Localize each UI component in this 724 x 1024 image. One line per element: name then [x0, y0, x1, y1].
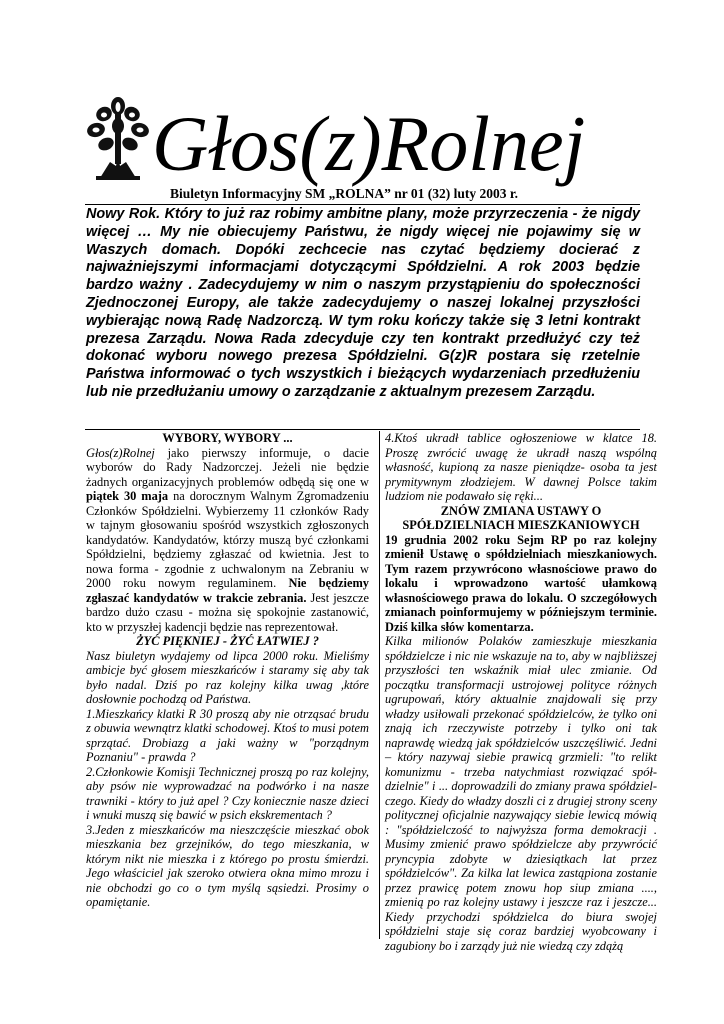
left-column — [86, 431, 369, 910]
law-heading: ZNÓW ZMIANA USTAWY O SPÓŁDZIELNIACH MIESZKANIOWYCH — [402, 503, 640, 532]
tree-logo-icon — [82, 96, 154, 182]
column-divider — [379, 431, 380, 939]
bulletin-subtitle: Biuletyn Informacyjny SM „ROLNA” nr 01 (32) luty 2003 r. — [170, 186, 519, 201]
elections-heading: WYBORY, WYBORY ... — [162, 431, 293, 445]
elections-notice: Nie będziemy zgłaszać kandydatów w trakcie zebrania. — [86, 576, 369, 605]
beautiful-intro: Nasz biuletyn wydajemy od lipca 2000 roku. Mieliśmy ambicje być głosem mieszkańców i staramy się aby tak było nadal. Dziś po raz kolejny kilka uwag ,które dosłownie pochodzą od Państwa. — [86, 648, 369, 706]
elections-paragraph: Głos(z)Rolnej jako pierwszy informuje, o dacie wyborów do Rady Nadzorczej. Jeżeli nie będzie żadnych organizacyjnych problemów odbędą się one w piątek 30 maja na dorocznym Walnym Zgromadzeniu Członków Spółdzielni. Wybierzemy 11 członków Rady w tajnym głosowaniu spośród wszystkich zgłoszonych kandydatów. Kandydatów, którzy muszą być członkami Spółdzielni, będziemy zgłaszać od kwietnia. Jest to nowa forma - zgodnie z uchwalonym na Zebraniu w 2000 roku nowym regulaminem. Nie będziemy zgłaszać kandydatów w trakcie zebrania. Jest jeszcze bardzo dużo czasu - można się spokojnie zastanowić, kto w przyszłej kadencji będzie nas reprezentował. — [86, 445, 369, 634]
list-item: 4.Ktoś ukradł tablice ogłoszeniowe w klatce 18. Proszę zwrócić uwagę że ukradł naszą wspólną własność, kupioną za nasze pieniądze- osoba ta jest prymitywnym złodziejem. W dawnej Polsce takim ludziom nie podawało się ręki... — [385, 431, 657, 503]
beautiful-heading: ŻYĆ PIĘKNIEJ - ŻYĆ ŁATWIEJ ? — [136, 634, 319, 648]
lead-paragraph: Nowy Rok. Który to już raz robimy ambitne plany, może przyrzeczenia - że nigdy więcej … My nie obiecujemy Państwu, że nigdy więcej nie pojawimy się w Waszych domach. Dopóki zechcecie nas czytać będziemy docierać z najważniejszymi informacjami dotyczącymi Spółdzielni. A rok 2003 będzie bardzo ważny . Zadecydujemy w nim o naszym przystąpieniu do społeczności Zjednoczonej Europy, ale także zadecydujemy o naszej lokalnej przyszłości wybierając nową Radę Nadzorczą. W tym roku kończy także się 3 letni kontrakt prezesa Zarządu. Nowa Rada zdecyduje czy ten kontrakt przedłużyć czy też dokonać wyboru nowego prezesa Spółdzielni. G(z)R postara się rzetelnie Państwa informować o tych wszystkich i bieżących wydarzeniach przedłużeniu lub nie przedłużaniu umowy o zarządzanie z aktualnym prezesem Zarządu. — [86, 206, 640, 400]
lead-rule — [85, 429, 640, 430]
masthead-title: Głos(z)Rolnej — [152, 100, 586, 187]
law-intro: 19 grudnia 2002 roku Sejm RP po raz kolejny zmienił Ustawę o spółdzielniach mieszkaniowych. Tym razem przywrócono własnościowe prawo do lokalu i wprowadzono wartość ułamkową własnościowego prawa do lokalu. O szczegółowych zmianach poinformujemy w późniejszym terminie. Dziś kilka słów komentarza. — [385, 532, 657, 634]
election-date: piątek 30 maja — [86, 489, 169, 503]
masthead-rule — [85, 204, 640, 205]
list-item: 2.Członkowie Komisji Technicznej proszą po raz kolejny, aby psów nie wyprowadzać na podwórko i na nasze trawniki - który to już apel ? Czy koniecznie nasze dzieci i wnuki muszą się bawić w psich ekskrementach ? — [86, 764, 369, 822]
right-column — [385, 431, 657, 953]
law-body: Kilka milionów Polaków zamieszkuje mieszkania spółdzielcze i nic nie wskazuje na to, aby w najbliższej przyszłości ten wskaźnik miał ulec zmianie. Od początku transformacji ustrojowej polityce różnych ugrupowań, który aktualnie znajdowali się przy władzy usiłowali przekonać spółdzielców, że tylko oni znają ich rzeczywiste potrzeby i tylko oni tak naprawdę wiedzą jak spółdzielców uszczęśliwić. Jedni – który nazywaj siebie prawicą grzmieli: "to relikt komunizmu - trzeba natychmiast rozwiązać spół-dzielnie" i ... doprowadzili do zmiany prawa spółdziel-czego. Kiedy do władzy doszli ci z drugiej strony sceny politycznej oficjalnie nazywający siebie lewicą mówią : "spółdzielczość to najwyższa forma demokracji . Musimy zmienić prawo spółdzielcze aby przywrócić pryncypia zdobyte w dziesiątkach lat przez spółdzielców". Za kilka lat lewica zastąpiona zostanie przez prawicę potem znowu hop siup zmiana ...., zmienią po raz kolejny ustawy i jeszcze raz i jeszcze... Kiedy przychodzi spółdzielca do biura swojej spółdzielni staje się coraz bardziej wyobcowany i zagubiony bo i zarządy już nie wiedzą czy zdążą — [385, 634, 657, 953]
list-item: 1.Mieszkańcy klatki R 30 proszą aby nie otrząsać brudu z obuwia wewnątrz klatki schodowej. Ktoś to musi potem sprzątać. Drobiazg a jaki ważny w "porządnym Poznaniu" - prawda ? — [86, 706, 369, 764]
list-item: 3.Jeden z mieszkańców ma nieszczęście mieszkać obok mieszkania bez grzejników, do tego mieszkania, w którym nikt nie mieszka i z którego po prostu śmierdzi. Jego właściciel jak szeroko otwiera okna mimo mrozu i nie obchodzi go co o tym myślą sąsiedzi. Prosimy o opamiętanie. — [86, 822, 369, 909]
bulletin-name: Głos(z)Rolnej — [86, 445, 155, 460]
